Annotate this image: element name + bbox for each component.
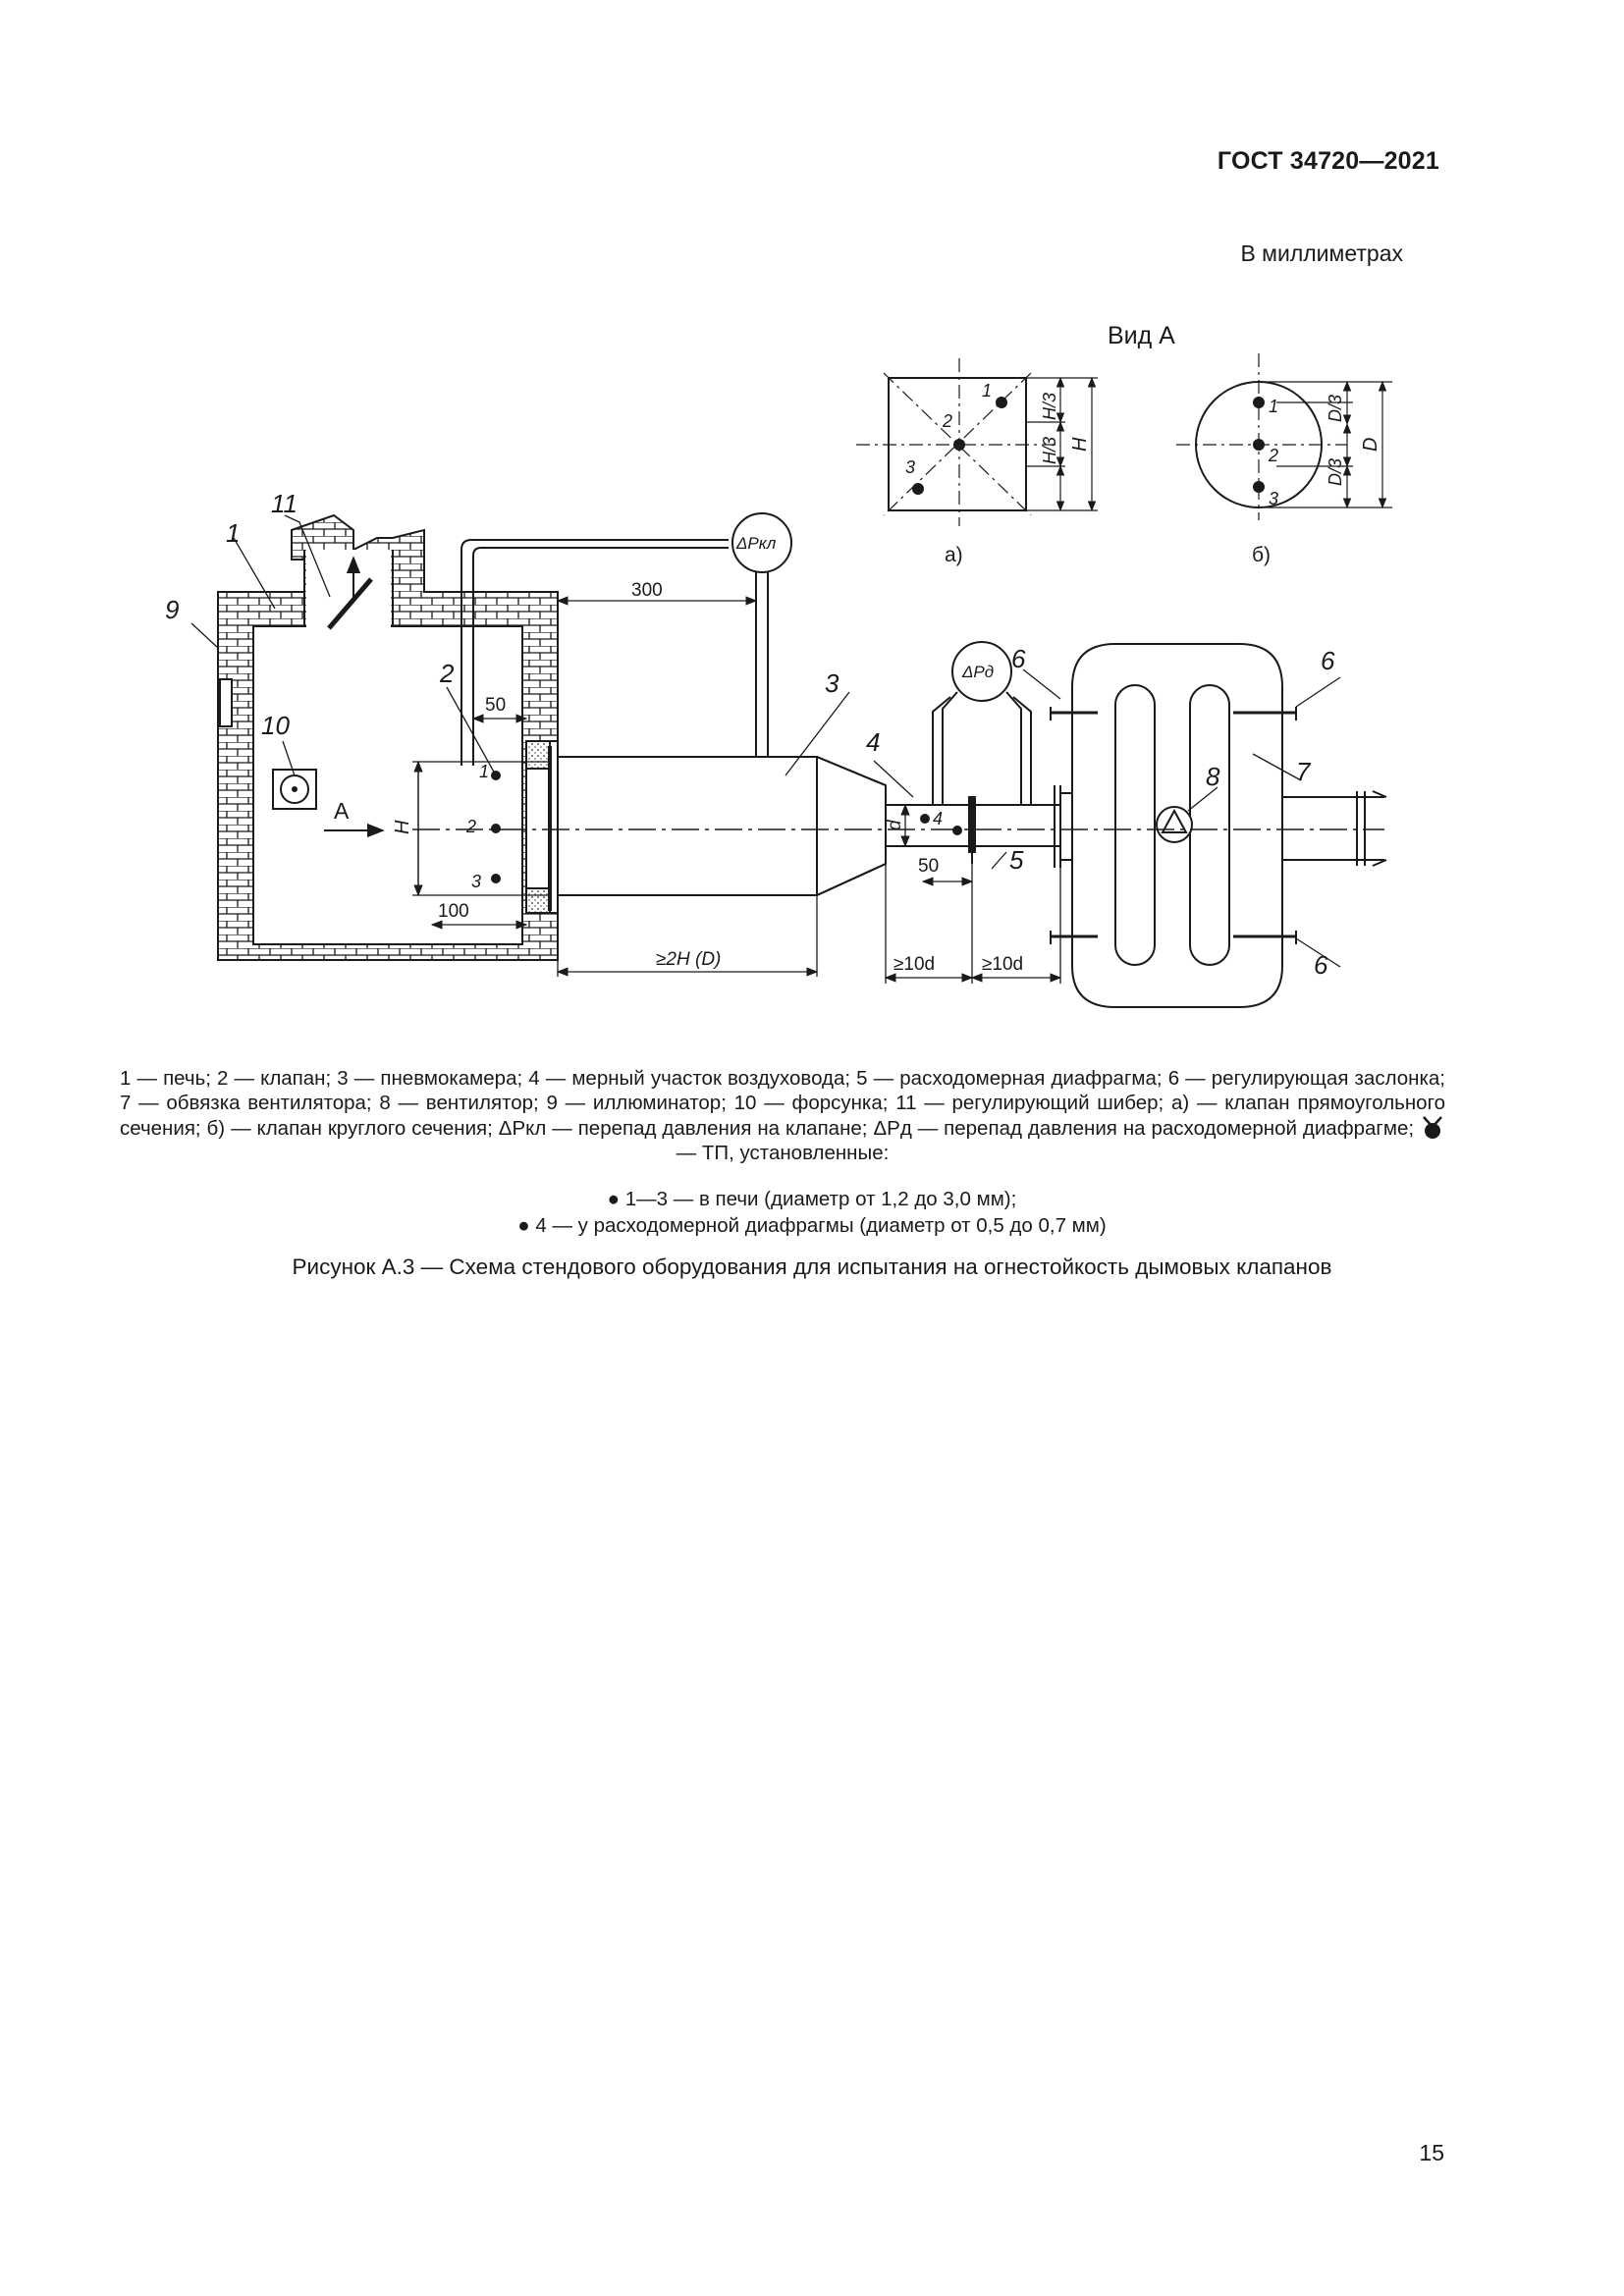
window-9 <box>220 679 232 726</box>
label-h3-a: H/3 <box>1040 392 1059 420</box>
callout-6b: 6 <box>1321 646 1335 675</box>
list-item: ● 4 — у расходомерной диафрагмы (диаметр от 0,5 до 0,7 мм) <box>517 1214 1107 1237</box>
view-b-caption: б) <box>1252 544 1272 566</box>
callout-9: 9 <box>165 595 180 624</box>
callout-5: 5 <box>1009 845 1024 875</box>
label-d3-b: D/3 <box>1326 457 1345 486</box>
figure-legend <box>120 1066 1445 1165</box>
callout-6a: 6 <box>1011 644 1026 673</box>
thermocouple-icon <box>1420 1115 1445 1141</box>
view-b-point-1: 1 <box>1269 397 1279 416</box>
callout-11: 11 <box>271 489 298 518</box>
view-a-point-2: 2 <box>943 411 953 431</box>
view-title: Вид А <box>1108 322 1175 349</box>
dim-2h: ≥2H (D) <box>656 949 722 970</box>
view-b-point-3: 3 <box>1269 489 1279 508</box>
callout-6c: 6 <box>1314 950 1328 980</box>
callout-1: 1 <box>226 518 241 548</box>
tp-label-1: 1 <box>479 762 490 781</box>
figure-caption: Рисунок А.3 — Схема стендового оборудования для испытания на огнестойкость дымовых клапанов <box>292 1255 1332 1279</box>
document-id: ГОСТ 34720—2021 <box>1217 147 1439 175</box>
duct <box>558 757 886 895</box>
dim-50-bottom: 50 <box>918 856 940 877</box>
dim-100: 100 <box>438 901 469 922</box>
bullet-list <box>0 1186 1624 1239</box>
units-note: В миллиметрах <box>1240 240 1403 266</box>
tp-label-2: 2 <box>466 817 477 836</box>
callout-7: 7 <box>1296 757 1311 786</box>
gauge-dp-d-label: ΔPд <box>962 663 995 681</box>
list-item: ● 1—3 — в печи (диаметр от 1,2 до 3,0 мм); <box>607 1188 1017 1210</box>
legend-tp-text: — ТП, установленные: <box>676 1142 890 1164</box>
callout-8: 8 <box>1206 762 1220 791</box>
view-a-caption: а) <box>945 544 963 566</box>
label-h-view: H <box>1069 437 1091 452</box>
legend-text: 1 — печь; 2 — клапан; 3 — пневмокамера; 4 — мерный участок воздуховода; 5 — расходомерная диафрагма; 6 — регулирующая заслонка; 7 — обвязка вентилятора; 8 — вентилятор; 9 — иллюминатор; 10 — форсунка; 11 — регулирующий шибер; а) — клапан прямоугольного сечения; б) — клапан круглого сечения; ΔPкл — перепад давления на клапане; ΔPд — перепад давления на расходомерной диафрагме; <box>120 1067 1445 1140</box>
gauge-dp-kl-label: ΔPкл <box>736 534 777 553</box>
chimney-gap <box>306 550 391 628</box>
dim-300: 300 <box>631 580 663 601</box>
callout-3: 3 <box>825 668 839 698</box>
test-stand-diagram <box>0 0 1624 1060</box>
dim-50-top: 50 <box>485 695 507 716</box>
label-d3-a: D/3 <box>1326 394 1345 422</box>
tp-label-4: 4 <box>933 809 944 828</box>
view-a-point-3: 3 <box>905 457 916 477</box>
dim-10d-left: ≥10d <box>893 954 936 975</box>
view-a-point-1: 1 <box>982 381 993 400</box>
label-h3-b: H/3 <box>1040 436 1059 464</box>
label-d: d <box>885 820 905 830</box>
tp-label-3: 3 <box>471 872 482 891</box>
callout-10: 10 <box>261 711 290 740</box>
view-b-point-2: 2 <box>1269 446 1279 465</box>
callout-2: 2 <box>440 659 455 688</box>
label-h: H <box>392 820 413 834</box>
dim-10d-right: ≥10d <box>982 954 1024 975</box>
label-d-view: D <box>1360 437 1381 452</box>
callout-4: 4 <box>866 727 881 757</box>
label-a: А <box>334 798 350 824</box>
page-number: 15 <box>1419 2140 1444 2165</box>
